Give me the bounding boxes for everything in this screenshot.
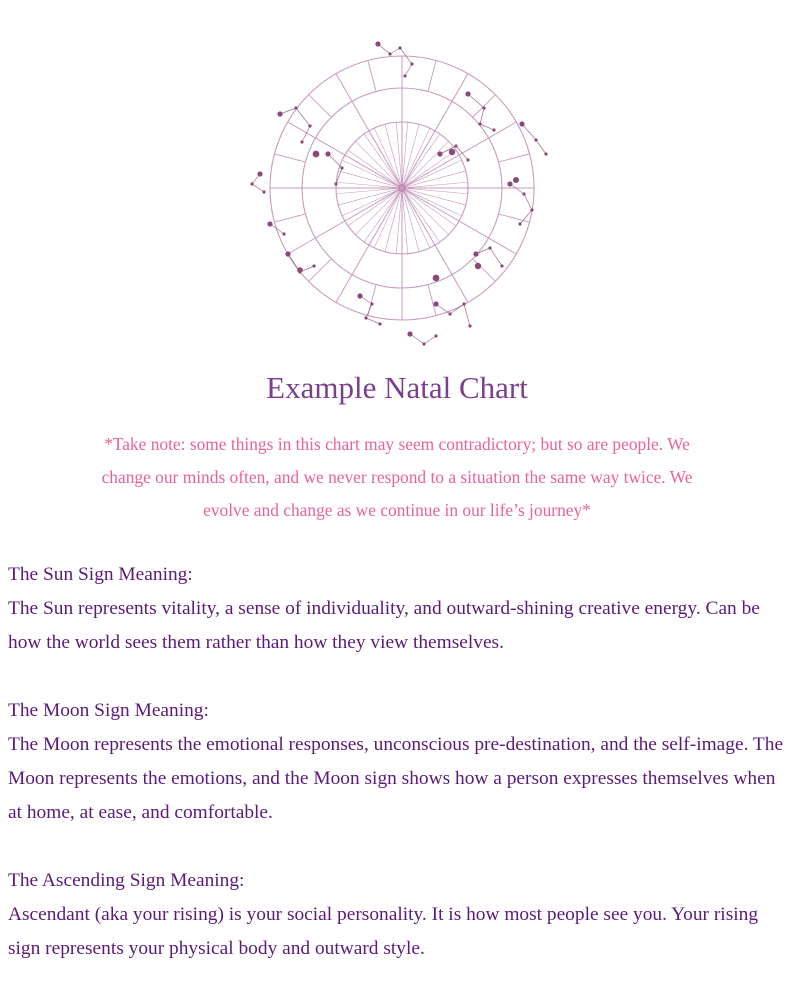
star-dot [282,232,285,235]
star-dot [492,128,495,131]
constellation-line [464,304,470,326]
star-dot [462,302,465,305]
constellation-line [468,94,484,108]
constellation-line [296,108,310,126]
house-line [402,188,516,254]
inner-spoke [404,128,430,184]
star-dot [478,122,481,125]
star-dot [357,293,362,298]
constellation-line [520,210,532,224]
constellation-line [524,194,532,210]
sector-divider [274,154,305,162]
star-dot [378,322,381,325]
star-dot [267,221,272,226]
star-dot [437,151,442,156]
house-line [288,188,402,254]
star-dot [403,74,406,77]
moon-sign-text: The Moon represents the emotional responses, unconscious pre-destination, and the self-image. The Moon represents the emotions, and the Moon sign shows how a person expresses themselves when at home, at ease, and comfortable. [8,734,784,823]
star-dot [519,121,524,126]
inner-spoke [404,192,430,248]
inner-spoke [406,160,462,186]
star-dot [398,46,401,49]
sector-divider [309,95,332,118]
planet-dot [475,263,481,269]
sector-divider [368,60,376,91]
inner-spoke [396,122,401,184]
star-dot [312,264,315,267]
inner-spoke [396,192,401,254]
planet-dot [313,151,320,158]
inner-spoke [406,182,468,187]
star-dot [468,324,471,327]
star-dot [465,91,470,96]
star-dot [325,151,330,156]
star-dot [407,331,412,336]
star-dot [488,246,491,249]
star-dot [466,158,469,161]
inner-spoke [402,122,407,184]
constellation-line [490,248,502,266]
inner-spoke [342,160,398,186]
star-dot [544,152,547,155]
constellation-line [480,108,484,124]
inner-spoke [374,128,400,184]
star-dot [308,124,311,127]
planet-dot [449,149,455,155]
star-dot [388,52,391,55]
inner-spoke [402,192,407,254]
star-dot [294,106,297,109]
constellation-line [480,124,494,130]
house-line [402,122,516,188]
star-dot [433,301,438,306]
constellation-line [328,154,342,168]
constellation-line [424,336,436,344]
inner-spoke [406,190,462,216]
star-dot [340,166,343,169]
star-dot [518,222,521,225]
constellation-line [450,304,464,314]
star-dot [300,140,303,143]
constellation-line [390,48,400,54]
moon-sign-heading: The Moon Sign Meaning: [8,700,209,721]
planet-dot [433,275,440,282]
inner-spoke [355,191,399,235]
inner-spoke [342,190,398,216]
house-line [336,74,402,188]
sun-sign-text: The Sun represents vitality, a sense of individuality, and outward-shining creative energy. Can be how the world sees them rather than how they view themselves. [8,598,760,653]
star-dot [448,312,451,315]
constellation-line [252,184,264,192]
star-dot [257,171,262,176]
ascending-sign-heading: The Ascending Sign Meaning: [8,870,245,891]
sector-divider [274,214,305,222]
sector-divider [428,60,436,91]
star-dot [250,182,253,185]
sector-divider [428,285,436,316]
inner-spoke [405,191,449,235]
chart-wheel [270,56,534,320]
sector-divider [473,95,496,118]
page-title: Example Natal Chart [266,370,528,405]
constellation-line [366,318,380,324]
star-dot [422,342,425,345]
star-dot [364,316,367,319]
star-dot [534,138,537,141]
star-dot [522,192,525,195]
sector-divider [499,154,530,162]
inner-spoke [405,141,449,185]
inner-spoke [336,182,398,187]
inner-spoke [355,141,399,185]
house-line [336,188,402,302]
inner-spoke [336,188,398,193]
house-line [402,74,468,188]
star-dot [334,182,337,185]
star-dot [530,208,533,211]
sign-meanings [8,558,792,966]
disclaimer-note: *Take note: some things in this chart may seem contradictory; but so are people. We change our minds often, and we never respond to a situation the same way twice. We evolve and change as we continue in our life’s journey* [101,434,693,520]
house-line [402,188,468,302]
star-dot [482,106,485,109]
star-dot [500,264,503,267]
star-dot [410,62,413,65]
star-dot [262,190,265,193]
star-dot [507,181,512,186]
star-dot [285,251,290,256]
inner-spoke [374,192,400,248]
planet-dot [297,267,303,273]
sun-sign-heading: The Sun Sign Meaning: [8,564,193,585]
house-line [288,122,402,188]
constellation-line [536,140,546,154]
constellation-line [405,64,412,76]
star-dot [277,111,282,116]
star-dot [454,144,457,147]
planet-dot [513,177,519,183]
star-dot [375,41,380,46]
sector-divider [473,259,496,282]
inner-spoke [406,188,468,193]
star-dot [434,334,437,337]
ascending-sign-text: Ascendant (aka your rising) is your social personality. It is how most people see you. Your rising sign represents your physical body and outward style. [8,904,759,959]
natal-chart-illustration [240,34,560,350]
star-dot [473,251,478,256]
sector-divider [309,259,332,282]
star-dot [370,302,373,305]
